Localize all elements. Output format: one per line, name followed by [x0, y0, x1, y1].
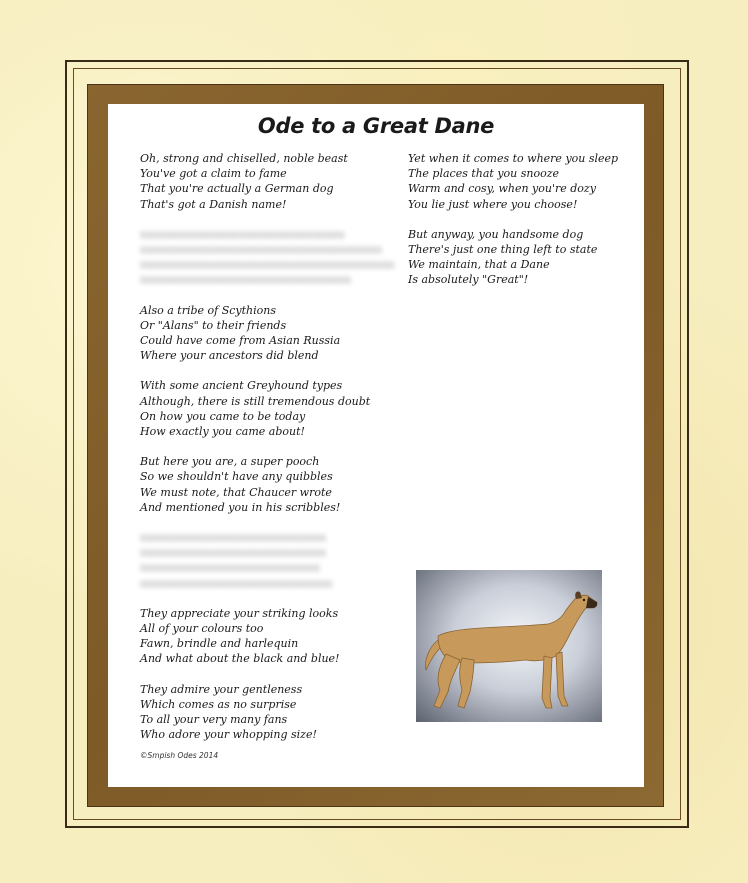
poem-line: Which comes as no surprise — [140, 697, 297, 711]
poem-line: Where your ancestors did blend — [140, 349, 319, 363]
poem-line: With some ancient Greyhound types — [140, 379, 343, 393]
poem-line: Oh, strong and chiselled, noble beast — [140, 152, 348, 165]
poem-line: Could have come from Asian Russia — [140, 334, 341, 348]
poem-sheet — [108, 104, 644, 787]
poem-line: There's just one thing left to state — [408, 243, 598, 257]
poem-line: So we shouldn't have any quibbles — [140, 470, 333, 484]
stanza — [140, 682, 390, 743]
poem-line: The places that you snooze — [408, 167, 560, 181]
poem-line: Is absolutely "Great"! — [408, 273, 529, 287]
poem-line: Who adore your whopping size! — [140, 728, 317, 742]
poem-line: On how you came to be today — [140, 409, 306, 423]
poem-left-column — [140, 151, 395, 758]
poem-line: And mentioned you in his scribbles! — [140, 500, 341, 514]
poem-line: That's got a Danish name! — [140, 197, 287, 211]
poem-right-column — [408, 151, 638, 303]
stanza — [140, 303, 390, 364]
poem-line: We must note, that Chaucer wrote — [140, 485, 332, 499]
poem-line: You lie just where you choose! — [408, 197, 578, 211]
poem-title: Ode to a Great Dane — [257, 114, 495, 138]
poem-line: Warm and cosy, when you're dozy — [408, 182, 596, 196]
poem-line: We maintain, that a Dane — [408, 258, 550, 272]
poem-line: How exactly you came about! — [140, 425, 305, 439]
stanza — [140, 606, 390, 667]
poem-line: Yet when it comes to where you sleep — [408, 152, 619, 165]
stanza — [408, 151, 638, 212]
poem-line: And what about the black and blue! — [140, 652, 340, 666]
redacted-stanza: xxxxxxxxxxxxxxxxxxxxxxxxxxxxxx xxxxxxxxxxxxxxxxxxxxxxxxxxxxxx xxxxxxxxxxxxxxxxxxxxxxxxxxxxx xxxxxxxxxxxxxxxxxxxxxxxxxxxxxxx — [140, 531, 333, 590]
poem-line: Although, there is still tremendous doubt — [140, 394, 371, 408]
poem-line: They appreciate your striking looks — [140, 606, 339, 620]
poem-line: But here you are, a super pooch — [140, 455, 320, 469]
poem-line: But anyway, you handsome dog — [408, 227, 584, 241]
poem-line: They admire your gentleness — [140, 682, 303, 696]
great-dane-photo — [416, 570, 602, 722]
great-dane-dog-icon — [416, 570, 602, 722]
stanza — [408, 227, 638, 288]
stanza — [140, 454, 390, 515]
copyright-notice: ©Smpish Odes 2014 — [140, 751, 219, 760]
stanza — [140, 151, 390, 212]
poem-line: Or "Alans" to their friends — [140, 318, 287, 332]
poem-line: Also a tribe of Scythions — [140, 303, 277, 317]
poem-line: All of your colours too — [140, 622, 264, 636]
stanza — [140, 378, 390, 439]
poem-line: Fawn, brindle and harlequin — [140, 637, 299, 651]
poem-line: You've got a claim to fame — [140, 167, 287, 181]
poem-line: That you're actually a German dog — [140, 182, 334, 196]
poem-line: To all your very many fans — [140, 713, 288, 727]
redacted-stanza: xxxxxxxxxxxxxxxxxxxxxxxxxxxxxxxxx xxxxxxxxxxxxxxxxxxxxxxxxxxxxxxxxxxxxxxx xxxxxxxxxxxxxxxxxxxxxxxxxxxxxxxxxxxxxxxxx xxxxxxxxxxxxxxxxxxxxxxxxxxxxxxxxxx — [140, 227, 395, 287]
